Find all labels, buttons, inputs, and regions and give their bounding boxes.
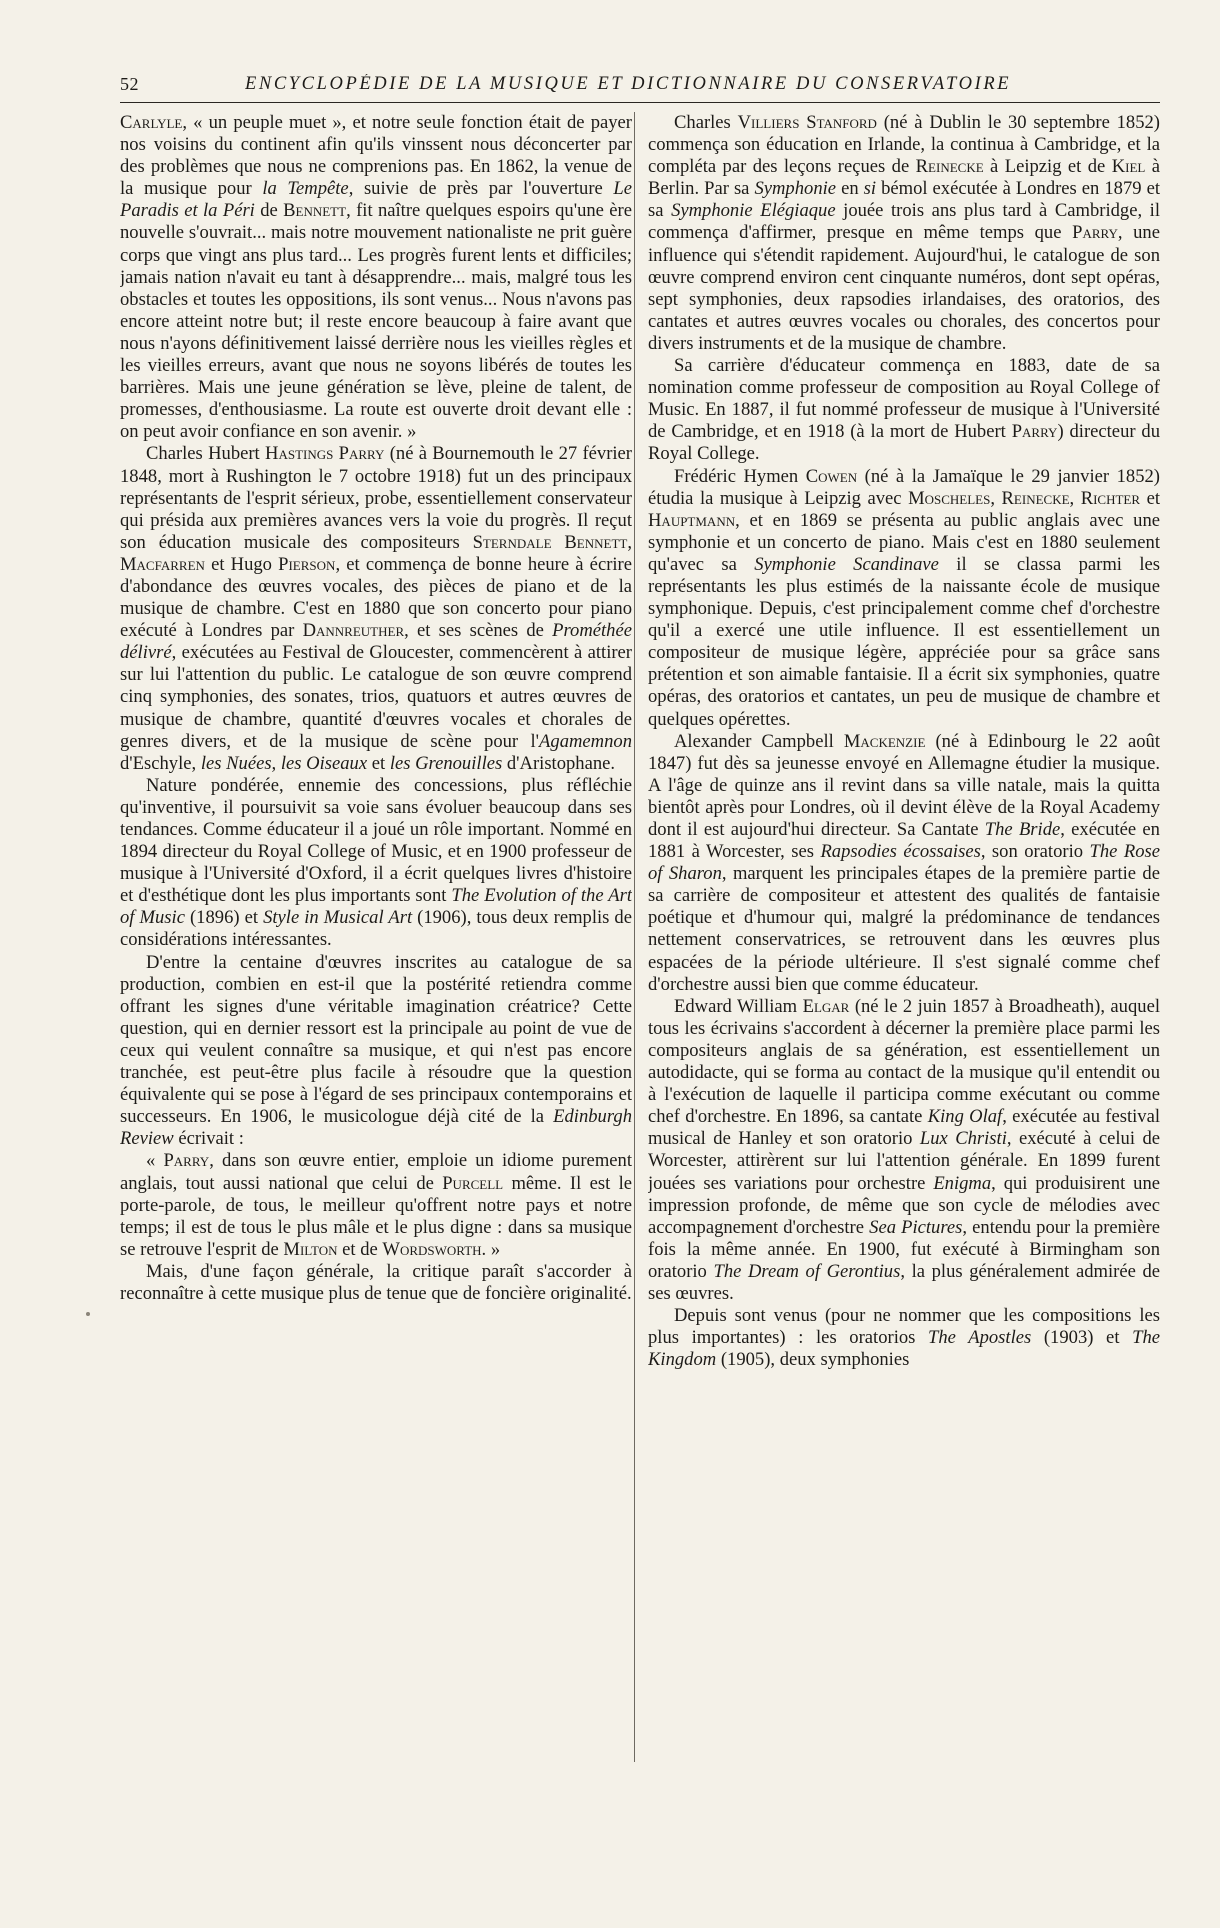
running-title: ENCYCLOPÉDIE DE LA MUSIQUE ET DICTIONNAIRE DU CONSERVATOIRE <box>245 74 1012 94</box>
paragraph-parry-biography: Charles Hubert Hastings Parry (né à Bournemouth le 27 février 1848, mort à Rushington le 7 octobre 1918) fut un des principaux représentants de l'esprit sérieux, probe, essentiellement conservateur qui présida aux premières avances vers la voie du progrès. Il reçut son éducation musicale des compositeurs Sterndale Bennett, Macfarren et Hugo Pierson, et commença de bonne heure à écrire d'abondance des œuvres vocales, des pièces de piano et de la musique de chambre. C'est en 1880 que son concerto pour piano exécuté à Londres par Dannreuther, et ses scènes de Prométhée délivré, exécutées au Festival de Gloucester, commencèrent à attirer sur lui l'attention du public. Le catalogue de son œuvre comprend cinq symphonies, des sonates, trios, quatuors et autres œuvres de musique de chambre, quantité d'œuvres vocales et chorales de genres divers, et de la musique de scène pour l'Agamemnon d'Eschyle, les Nuées, les Oiseaux et les Grenouilles d'Aristophane. <box>120 443 632 774</box>
paragraph-edinburgh-review-quote: « Parry, dans son œuvre entier, emploie un idiome purement anglais, tout aussi national que celui de Purcell même. Il est le porte-parole, de tous, le meilleur qu'offrent notre pays et notre temps; il est de tous le plus mâle et le plus digne : dans sa musique se retrouve l'esprit de Milton et de Wordsworth. » <box>120 1150 632 1260</box>
paragraph-mackenzie-biography: Alexander Campbell Mackenzie (né à Edinbourg le 22 août 1847) fut dès sa jeunesse envoyé en Allemagne étudier la musique. A l'âge de quinze ans il revint dans sa ville natale, mais la quitta bientôt après pour Londres, où il devint élève de la Royal Academy dont il est aujourd'hui directeur. Sa Cantate The Bride, exécutée en 1881 à Worcester, ses Rapsodies écossaises, son oratorio The Rose of Sharon, marquent les principales étapes de la première partie de sa carrière de compositeur et attestent des qualités de fantaisie poétique et d'humour qui, malgré la prédominance de tendances nettement conservatrices, se retrouvent dans les œuvres plus espacées de la période ultérieure. Il s'est signalé comme chef d'orchestre aussi bien que comme éducateur. <box>648 730 1160 995</box>
column-divider <box>634 112 635 1762</box>
paragraph-elgar-later-works: Depuis sont venus (pour ne nommer que les compositions les plus importantes) : les oratorios The Apostles (1903) et The Kingdom (1905), deux symphonies <box>648 1305 1160 1371</box>
paragraph-elgar-biography: Edward William Elgar (né le 2 juin 1857 à Broadheath), auquel tous les écrivains s'accordent à décerner la première place parmi les compositeurs anglais de sa génération, est essentiellement un autodidacte, qui se forma au contact de la musique qu'il entendit ou à l'exécution de laquelle il participa comme exécutant ou comme chef d'orchestre. En 1896, sa cantate King Olaf, exécutée au festival musical de Hanley et son oratorio Lux Christi, exécuté à celui de Worcester, attirèrent sur lui l'attention générale. En 1899 furent jouées ses variations pour orchestre Enigma, qui produisirent une impression profonde, de même que son cycle de mélodies avec accompagnement d'orchestre Sea Pictures, entendu pour la première fois la même année. En 1900, fut exécuté à Birmingham son oratorio The Dream of Gerontius, la plus généralement admirée de ses œuvres. <box>648 995 1160 1304</box>
left-column <box>120 112 632 1882</box>
paragraph-stanford-biography: Charles Villiers Stanford (né à Dublin le 30 septembre 1852) commença son éducation en Irlande, la continua à Cambridge, et la compléta par des leçons reçues de Reinecke à Leipzig et de Kiel à Berlin. Par sa Symphonie en si bémol exécutée à Londres en 1879 et sa Symphonie Elégiaque jouée trois ans plus tard à Cambridge, il commença d'affirmer, presque en même temps que Parry, une influence qui s'étendit rapidement. Aujourd'hui, le catalogue de son œuvre comprend environ cent cinquante numéros, dont sept opéras, sept symphonies, deux rapsodies irlandaises, des oratorios, des cantates et autres œuvres vocales ou chorales, des concertos pour divers instruments et de la musique de chambre. <box>648 112 1160 354</box>
running-head <box>120 74 1160 103</box>
right-column <box>648 112 1160 1882</box>
margin-speck <box>86 1312 90 1316</box>
paragraph-critique: Mais, d'une façon générale, la critique paraît s'accorder à reconnaître à cette musique plus de tenue que de foncière originalité. <box>120 1260 632 1304</box>
page-number: 52 <box>120 74 139 94</box>
paragraph-cowen-biography: Frédéric Hymen Cowen (né à la Jamaïque le 29 janvier 1852) étudia la musique à Leipzig avec Moscheles, Reinecke, Richter et Hauptmann, et en 1869 se présenta au public anglais avec une symphonie et un concerto de piano. Mais c'est en 1880 seulement qu'avec sa Symphonie Scandinave il se classa parmi les représentants les plus estimés de la naissante école de musique symphonique. Depuis, c'est principalement comme chef d'orchestre qu'il a exercé une utile influence. Il est essentiellement un compositeur de musique légère, appréciée pour sa grâce sans prétention et son aimable fantaisie. Il a écrit six symphonies, quatre opéras, des oratorios et cantates, un peu de musique de chambre et quelques opérettes. <box>648 465 1160 730</box>
paragraph-stanford-educator: Sa carrière d'éducateur commença en 1883, date de sa nomination comme professeur de composition au Royal College of Music. En 1887, il fut nommé professeur de musique à l'Université de Cambridge, et en 1918 (à la mort de Hubert Parry) directeur du Royal College. <box>648 355 1160 465</box>
paragraph-carlyle-quote-end: Carlyle, « un peuple muet », et notre seule fonction était de payer nos voisins du continent afin qu'ils vinssent nous déconcerter par des problèmes que nous ne comprenions pas. En 1862, la venue de la musique pour la Tempête, suivie de près par l'ouverture Le Paradis et la Péri de Bennett, fit naître quelques espoirs qu'une ère nouvelle s'ouvrait... mais notre mouvement nationaliste ne prit guère corps que vingt ans plus tard... Les progrès furent lents et difficiles; jamais nation n'avait eu tant à désapprendre... mais, malgré tous les obstacles et toutes les oppositions, ils sont venus... Nous n'avons pas encore atteint notre but; il reste encore beaucoup à faire avant que nous n'ayons définitivement laissé derrière nous les vieilles règles et les vieilles erreurs, avant que nous ne soyons libérés de toutes les barrières. Mais une jeune génération se lève, pleine de talent, de promesses, d'enthousiasme. La route est ouverte droit devant elle : on peut avoir confiance en son avenir. » <box>120 112 632 443</box>
paragraph-parry-legacy: D'entre la centaine d'œuvres inscrites au catalogue de sa production, combien en est-il que la postérité retiendra comme offrant les signes d'une véritable imagination créatrice? Cette question, qui en dernier ressort est la principale au point de vue de ceux qui veulent connaître sa musique, et qui n'est pas encore tranchée, est peut-être plus facile à résoudre que la question équivalente qui se pose à l'égard de ses principaux contemporains et successeurs. En 1906, le musicologue déjà cité de la Edinburgh Review écrivait : <box>120 951 632 1150</box>
paragraph-parry-character: Nature pondérée, ennemie des concessions, plus réfléchie qu'inventive, il poursuivit sa voie sans évoluer beaucoup dans ses tendances. Comme éducateur il a joué un rôle important. Nommé en 1894 directeur du Royal College of Music, et en 1900 professeur de musique à l'Université d'Oxford, il a écrit quelques livres d'histoire et d'esthétique dont les plus importants sont The Evolution of the Art of Music (1896) et Style in Musical Art (1906), tous deux remplis de considérations intéressantes. <box>120 774 632 951</box>
